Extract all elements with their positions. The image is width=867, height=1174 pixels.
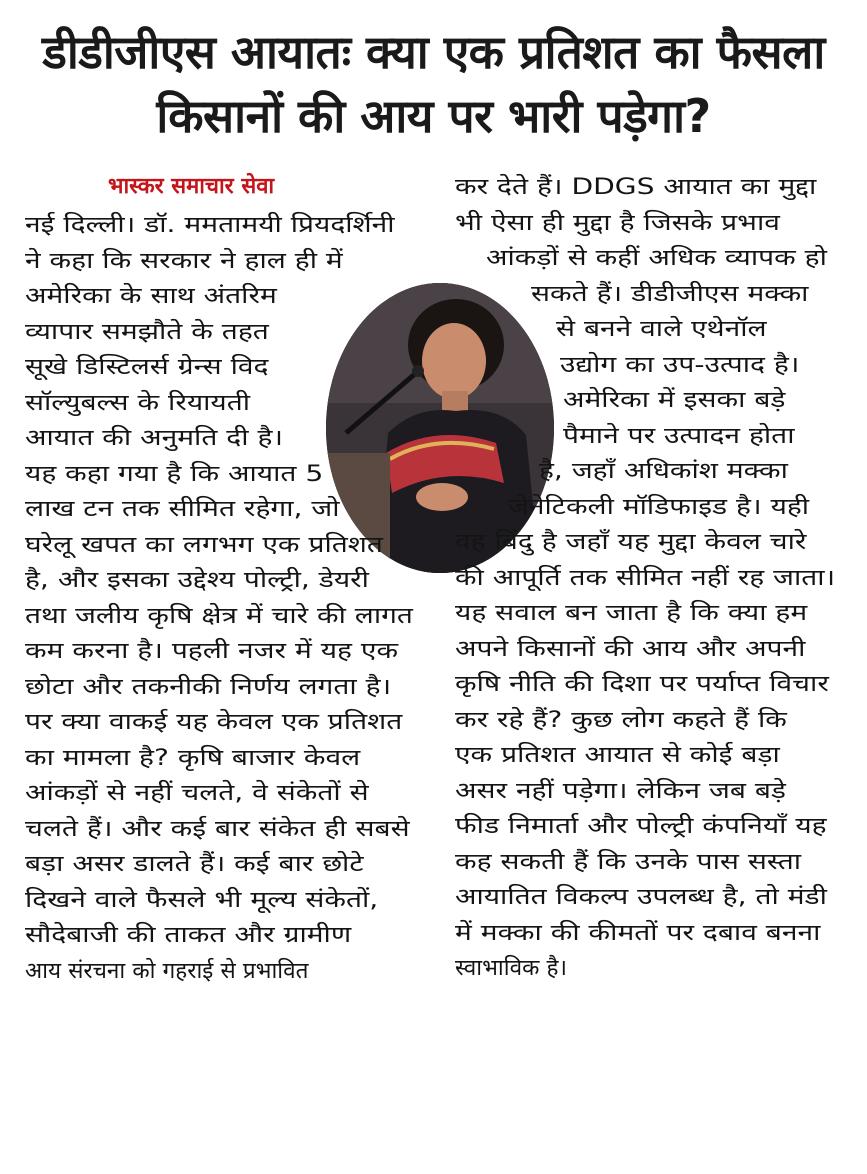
right-column-line: पैमाने पर उत्पादन होता [563, 422, 795, 449]
right-column-line: भी ऐसा ही मुद्दा है जिसके प्रभाव [455, 209, 780, 236]
right-column-line: अपने किसानों की आय और अपनी [455, 635, 806, 662]
left-column-line: लाख टन तक सीमित रहेगा, जो [25, 496, 340, 522]
right-column-line: एक प्रतिशत आयात से कोई बड़ा [455, 742, 780, 768]
left-column-line: बड़ा असर डालते हैं। कई बार छोटे [25, 851, 364, 877]
left-column-line: अमेरिका के साथ अंतरिम [25, 283, 277, 309]
left-column-line: चलते हैं। और कई बार संकेत ही सबसे [25, 815, 410, 842]
right-column-line: आंकड़ों से कहीं अधिक व्यापक हो [486, 245, 827, 271]
byline: भास्कर समाचार सेवा [108, 174, 275, 199]
left-column-line: नई दिल्ली। डॉ. ममतामयी प्रियदर्शिनी [25, 212, 395, 238]
right-column-line: की आपूर्ति तक सीमित नहीं रह जाता। [455, 564, 836, 591]
headline-line-2: किसानों की आय पर भारी पड़ेगा? [156, 89, 711, 143]
left-column-line: आंकड़ों से नहीं चलते, वे संकेतों से [25, 780, 369, 806]
left-column-line: यह कहा गया है कि आयात 5 [25, 460, 324, 487]
left-column-line: छोटा और तकनीकी निर्णय लगता है। [25, 673, 392, 700]
right-column-line: असर नहीं पड़ेगा। लेकिन जब बड़े [455, 777, 786, 804]
right-column-line: कर देते हैं। DDGS आयात का मुद्दा [455, 174, 817, 200]
left-column-line: सूखे डिस्टिलर्स ग्रेन्स विद [25, 354, 269, 380]
left-column-line: पर क्या वाकई यह केवल एक प्रतिशत [25, 709, 403, 735]
left-column-line: ने कहा कि सरकार ने हाल ही में [25, 247, 343, 274]
right-column-line: है, जहाँ अधिकांश मक्का [539, 458, 788, 484]
left-column-line: आय संरचना को गहराई से प्रभावित [25, 957, 309, 984]
right-column-line: वह बिंदु है जहाँ यह मुद्दा केवल चारे [455, 529, 807, 555]
right-column-line: स्वाभाविक है। [455, 955, 567, 981]
right-column-line: आयातित विकल्प उपलब्ध है, तो मंडी [455, 884, 827, 910]
right-column-line: फीड निमार्ता और पोल्ट्री कंपनियाँ यह [455, 813, 827, 839]
left-column-line: है, और इसका उद्देश्य पोल्ट्री, डेयरी [25, 567, 369, 593]
left-column-line: आयात की अनुमति दी है। [25, 425, 284, 451]
headline-line-1: डीडीजीएस आयातः क्या एक प्रतिशत का फैसला [42, 25, 825, 79]
right-column-line: कर रहे हैं? कुछ लोग कहते हैं कि [455, 706, 787, 733]
left-column-line: दिखने वाले फैसले भी मूल्य संकेतों, [25, 886, 379, 913]
right-column-line: जेनेटिकली मॉडिफाइड है। यही [508, 493, 810, 520]
right-column-line: सकते हैं। डीडीजीएस मक्का [531, 280, 809, 307]
right-column-line: में मक्का की कीमतों पर दबाव बनना [455, 919, 821, 946]
right-column-line: यह सवाल बन जाता है कि क्या हम [455, 600, 808, 626]
left-column-line: सौदेबाजी की ताकत और ग्रामीण [25, 922, 352, 948]
right-column-line: कृषि नीति की दिशा पर पर्याप्त विचार [455, 671, 829, 697]
left-column-line: कम करना है। पहली नजर में यह एक [25, 638, 399, 664]
left-column-line: घरेलू खपत का लगभग एक प्रतिशत [25, 531, 383, 558]
left-column-line: सॉल्युबल्स के रियायती [25, 389, 251, 416]
left-column-line: तथा जलीय कृषि क्षेत्र में चारे की लागत [25, 602, 413, 629]
left-column-line: का मामला है? कृषि बाजार केवल [25, 744, 361, 771]
right-column-line: उद्योग का उप-उत्पाद है। [560, 351, 800, 378]
left-column-line: व्यापार समझौते के तहत [25, 318, 269, 345]
headline [0, 20, 867, 148]
right-column-line: कह सकती हैं कि उनके पास सस्ता [455, 848, 802, 875]
right-column-line: से बनने वाले एथेनॉल [556, 316, 767, 342]
right-column-line: अमेरिका में इसका बड़े [563, 387, 786, 413]
